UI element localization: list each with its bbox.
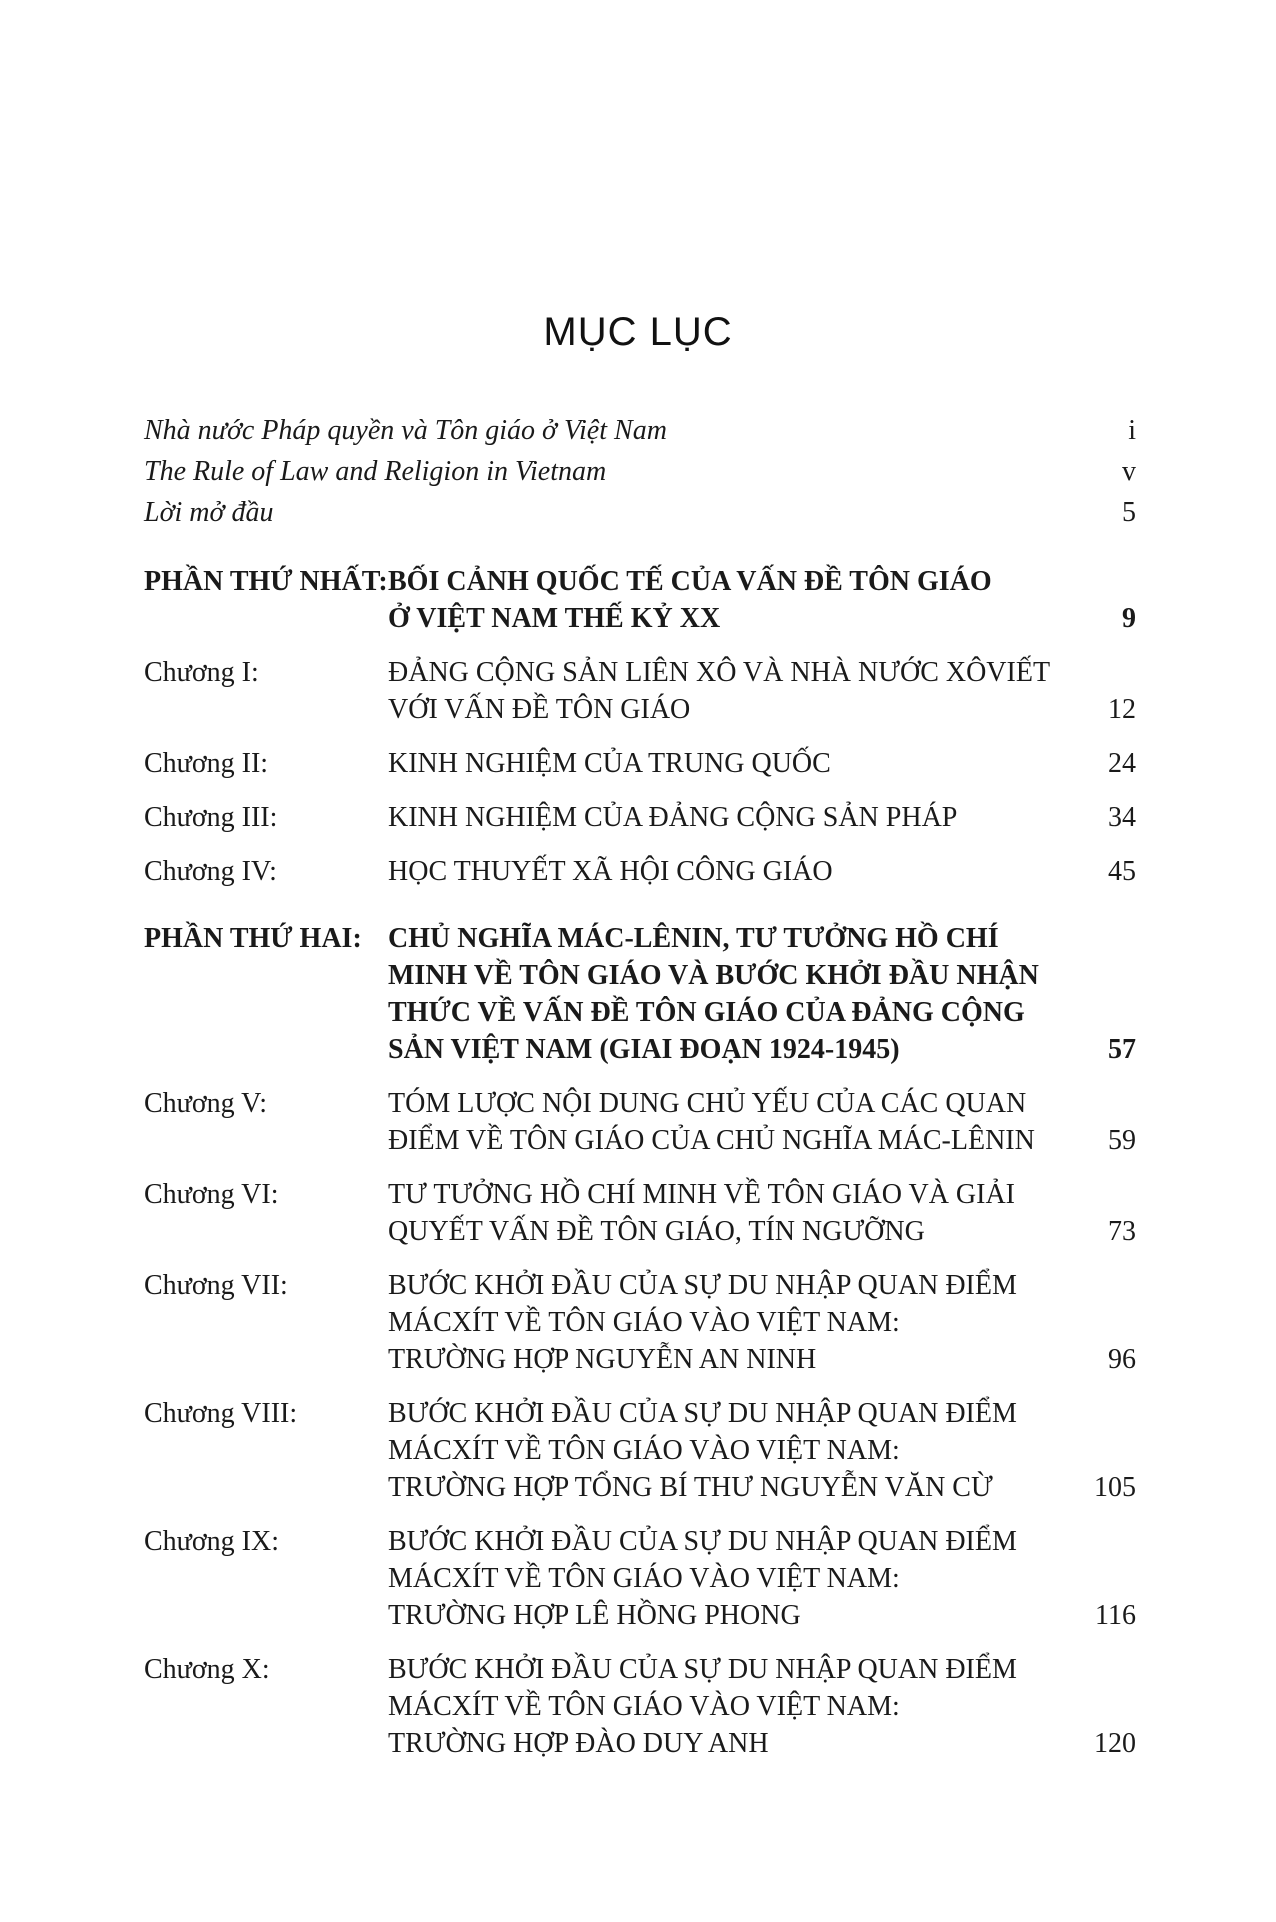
toc-chapter-label: Chương I: <box>144 657 259 688</box>
toc-page-number: 34 <box>1108 802 1136 833</box>
toc-page-number: i <box>1128 415 1136 446</box>
toc-chapter-entry <box>144 1651 1136 1762</box>
toc-entry-title: The Rule of Law and Religion in Vietnam <box>144 456 607 487</box>
toc-chapter-entry <box>144 654 1136 728</box>
toc-page-number: 5 <box>1122 497 1136 528</box>
toc-page-number: 73 <box>1108 1216 1136 1247</box>
toc-line: HỌC THUYẾT XÃ HỘI CÔNG GIÁO <box>388 856 833 887</box>
toc-chapter-title <box>388 654 1056 728</box>
toc-chapter-label: Chương VIII: <box>144 1398 298 1429</box>
page-title: MỤC LỤC <box>543 310 733 354</box>
toc-page-number: 120 <box>1094 1728 1136 1759</box>
toc-chapter-title <box>388 745 1056 782</box>
toc-chapter-entry <box>144 1085 1136 1159</box>
toc-line: QUYẾT VẤN ĐỀ TÔN GIÁO, TÍN NGƯỠNG <box>388 1216 925 1247</box>
toc-line: ĐẢNG CỘNG SẢN LIÊN XÔ VÀ NHÀ NƯỚC XÔVIẾT <box>388 657 1051 688</box>
toc-chapter-title <box>388 853 1056 890</box>
toc-chapter-title <box>388 1267 1056 1378</box>
toc-page-number: 57 <box>1108 1034 1136 1065</box>
toc-line: TRƯỜNG HỢP LÊ HỒNG PHONG <box>388 1600 801 1631</box>
toc-entry-title: Nhà nước Pháp quyền và Tôn giáo ở Việt Nam <box>144 415 667 446</box>
toc-line: MÁCXÍT VỀ TÔN GIÁO VÀO VIỆT NAM: <box>388 1691 900 1722</box>
toc-chapter-entry <box>144 745 1136 782</box>
toc-page-number: 45 <box>1108 856 1136 887</box>
toc-line: BƯỚC KHỞI ĐẦU CỦA SỰ DU NHẬP QUAN ĐIỂM <box>388 1270 1017 1301</box>
toc-line: TƯ TƯỞNG HỒ CHÍ MINH VỀ TÔN GIÁO VÀ GIẢI <box>388 1179 1016 1210</box>
toc-line: MÁCXÍT VỀ TÔN GIÁO VÀO VIỆT NAM: <box>388 1563 900 1594</box>
toc-line: BƯỚC KHỞI ĐẦU CỦA SỰ DU NHẬP QUAN ĐIỂM <box>388 1398 1017 1429</box>
toc-chapter-label: Chương III: <box>144 802 278 833</box>
toc-chapter-label: Chương IV: <box>144 856 277 887</box>
toc-line: ĐIỂM VỀ TÔN GIÁO CỦA CHỦ NGHĨA MÁC-LÊNIN <box>388 1125 1035 1156</box>
toc-part-label: PHẦN THỨ HAI: <box>144 923 362 954</box>
toc-line: MÁCXÍT VỀ TÔN GIÁO VÀO VIỆT NAM: <box>388 1307 900 1338</box>
toc-chapter-label: Chương II: <box>144 748 269 779</box>
toc-part-title <box>388 920 1056 1068</box>
toc-chapter-label: Chương X: <box>144 1654 270 1685</box>
toc-chapter-entry <box>144 1267 1136 1378</box>
toc-line: KINH NGHIỆM CỦA ĐẢNG CỘNG SẢN PHÁP <box>388 802 958 833</box>
toc-part-title <box>388 563 1056 637</box>
toc-line: MINH VỀ TÔN GIÁO VÀ BƯỚC KHỞI ĐẦU NHẬN <box>388 960 1039 991</box>
toc-line: TRƯỜNG HỢP NGUYỄN AN NINH <box>388 1344 817 1375</box>
toc-intro-entry <box>144 492 1136 533</box>
toc-chapter-entry <box>144 1523 1136 1634</box>
toc-line: THỨC VỀ VẤN ĐỀ TÔN GIÁO CỦA ĐẢNG CỘNG <box>388 997 1025 1028</box>
toc-page-number: 24 <box>1108 748 1136 779</box>
toc-page-number: 116 <box>1095 1600 1136 1631</box>
toc-page-number: 105 <box>1094 1472 1136 1503</box>
toc-line: TRƯỜNG HỢP ĐÀO DUY ANH <box>388 1728 769 1759</box>
toc-line: Ở VIỆT NAM THẾ KỶ XX <box>388 603 721 634</box>
toc-chapter-entry <box>144 1176 1136 1250</box>
toc-page-number: 96 <box>1108 1344 1136 1375</box>
toc-part-heading <box>144 563 1136 637</box>
toc-line: KINH NGHIỆM CỦA TRUNG QUỐC <box>388 748 831 779</box>
toc-chapter-title <box>388 1651 1056 1762</box>
toc-line: BƯỚC KHỞI ĐẦU CỦA SỰ DU NHẬP QUAN ĐIỂM <box>388 1654 1017 1685</box>
toc-line: TÓM LƯỢC NỘI DUNG CHỦ YẾU CỦA CÁC QUAN <box>388 1088 1027 1119</box>
toc-page-number: v <box>1122 456 1136 487</box>
toc-chapter-title <box>388 1085 1056 1159</box>
toc-line: BƯỚC KHỞI ĐẦU CỦA SỰ DU NHẬP QUAN ĐIỂM <box>388 1526 1017 1557</box>
toc-line: SẢN VIỆT NAM (GIAI ĐOẠN 1924-1945) <box>388 1034 900 1065</box>
toc-entry-title: Lời mở đầu <box>144 497 274 528</box>
toc-page-number: 59 <box>1108 1125 1136 1156</box>
toc-chapter-label: Chương VII: <box>144 1270 288 1301</box>
toc-intro-entry <box>144 410 1136 451</box>
toc-chapter-title <box>388 1395 1056 1506</box>
toc-chapter-label: Chương VI: <box>144 1179 279 1210</box>
toc-line: CHỦ NGHĨA MÁC-LÊNIN, TƯ TƯỞNG HỒ CHÍ <box>388 923 999 954</box>
toc-chapter-entry <box>144 1395 1136 1506</box>
toc-chapter-label: Chương V: <box>144 1088 268 1119</box>
toc-chapter-entry <box>144 853 1136 890</box>
toc-line: VỚI VẤN ĐỀ TÔN GIÁO <box>388 694 691 725</box>
toc-part-heading <box>144 920 1136 1068</box>
toc-chapter-entry <box>144 799 1136 836</box>
toc-line: TRƯỜNG HỢP TỔNG BÍ THƯ NGUYỄN VĂN CỪ <box>388 1472 993 1503</box>
toc-chapter-title <box>388 1523 1056 1634</box>
toc-chapter-title <box>388 799 1056 836</box>
toc-part-label: PHẦN THỨ NHẤT: <box>144 566 388 597</box>
toc-page-number: 9 <box>1122 603 1136 634</box>
toc-chapter-title <box>388 1176 1056 1250</box>
table-of-contents <box>144 410 1136 1762</box>
toc-line: MÁCXÍT VỀ TÔN GIÁO VÀO VIỆT NAM: <box>388 1435 900 1466</box>
toc-line: BỐI CẢNH QUỐC TẾ CỦA VẤN ĐỀ TÔN GIÁO <box>388 566 992 597</box>
toc-page-number: 12 <box>1108 694 1136 725</box>
toc-chapter-label: Chương IX: <box>144 1526 279 1557</box>
toc-intro-entry <box>144 451 1136 492</box>
